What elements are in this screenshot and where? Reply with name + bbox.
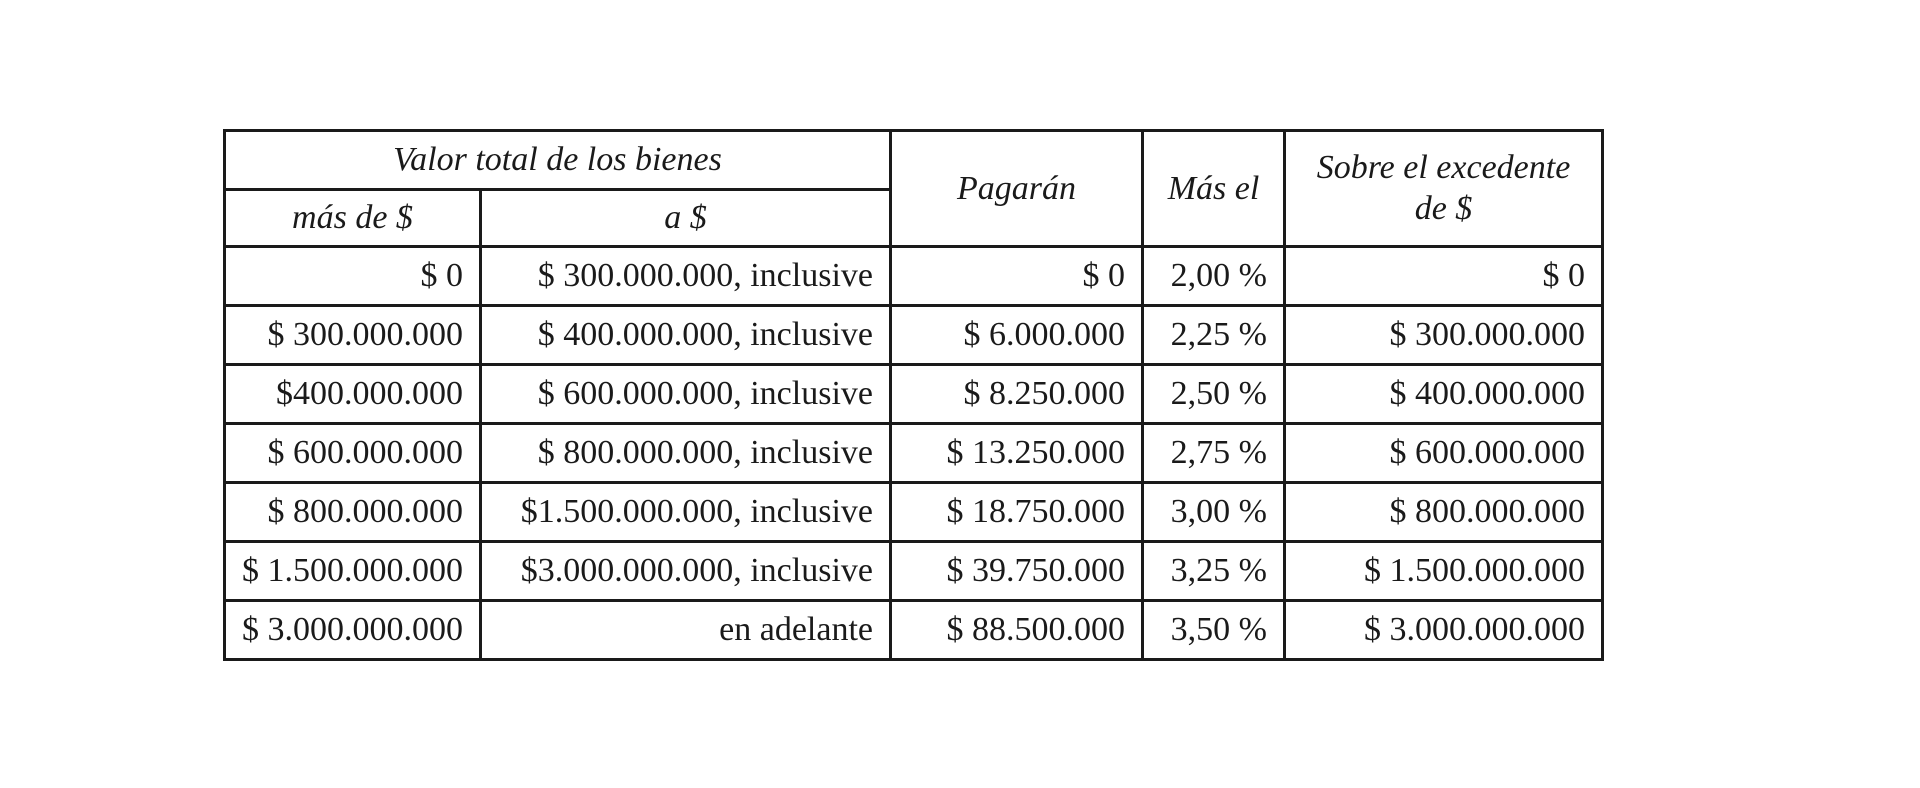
cell-pay: $ 0 bbox=[891, 247, 1143, 306]
cell-from: $ 800.000.000 bbox=[225, 483, 481, 542]
cell-to: $ 400.000.000, inclusive bbox=[481, 306, 891, 365]
cell-to: $1.500.000.000, inclusive bbox=[481, 483, 891, 542]
header-pay: Pagarán bbox=[891, 131, 1143, 247]
table-row bbox=[225, 365, 1603, 424]
cell-from: $400.000.000 bbox=[225, 365, 481, 424]
cell-pay: $ 13.250.000 bbox=[891, 424, 1143, 483]
cell-excess: $ 0 bbox=[1285, 247, 1603, 306]
cell-to: en adelante bbox=[481, 601, 891, 660]
cell-rate: 2,50 % bbox=[1143, 365, 1285, 424]
cell-from: $ 1.500.000.000 bbox=[225, 542, 481, 601]
table-row bbox=[225, 424, 1603, 483]
cell-pay: $ 8.250.000 bbox=[891, 365, 1143, 424]
cell-from: $ 300.000.000 bbox=[225, 306, 481, 365]
cell-to: $ 600.000.000, inclusive bbox=[481, 365, 891, 424]
cell-excess: $ 800.000.000 bbox=[1285, 483, 1603, 542]
table-row bbox=[225, 247, 1603, 306]
header-plus-rate: Más el bbox=[1143, 131, 1285, 247]
cell-rate: 3,25 % bbox=[1143, 542, 1285, 601]
cell-excess: $ 300.000.000 bbox=[1285, 306, 1603, 365]
cell-rate: 2,00 % bbox=[1143, 247, 1285, 306]
cell-from: $ 0 bbox=[225, 247, 481, 306]
table-row bbox=[225, 483, 1603, 542]
table-row bbox=[225, 306, 1603, 365]
cell-pay: $ 39.750.000 bbox=[891, 542, 1143, 601]
cell-from: $ 3.000.000.000 bbox=[225, 601, 481, 660]
cell-pay: $ 6.000.000 bbox=[891, 306, 1143, 365]
cell-rate: 2,75 % bbox=[1143, 424, 1285, 483]
cell-rate: 3,00 % bbox=[1143, 483, 1285, 542]
cell-excess: $ 3.000.000.000 bbox=[1285, 601, 1603, 660]
cell-to: $ 800.000.000, inclusive bbox=[481, 424, 891, 483]
table-body bbox=[225, 247, 1603, 660]
header-from: más de $ bbox=[225, 190, 481, 247]
tax-bracket-table bbox=[223, 129, 1604, 661]
header-asset-value-group: Valor total de los bienes bbox=[225, 131, 891, 190]
cell-excess: $ 600.000.000 bbox=[1285, 424, 1603, 483]
cell-rate: 3,50 % bbox=[1143, 601, 1285, 660]
cell-pay: $ 18.750.000 bbox=[891, 483, 1143, 542]
cell-from: $ 600.000.000 bbox=[225, 424, 481, 483]
table-row bbox=[225, 542, 1603, 601]
cell-to: $ 300.000.000, inclusive bbox=[481, 247, 891, 306]
cell-to: $3.000.000.000, inclusive bbox=[481, 542, 891, 601]
cell-excess: $ 1.500.000.000 bbox=[1285, 542, 1603, 601]
cell-pay: $ 88.500.000 bbox=[891, 601, 1143, 660]
header-excess: Sobre el excedente de $ bbox=[1285, 131, 1603, 247]
cell-excess: $ 400.000.000 bbox=[1285, 365, 1603, 424]
tax-bracket-table-container bbox=[223, 129, 1604, 661]
header-to: a $ bbox=[481, 190, 891, 247]
table-row bbox=[225, 601, 1603, 660]
cell-rate: 2,25 % bbox=[1143, 306, 1285, 365]
